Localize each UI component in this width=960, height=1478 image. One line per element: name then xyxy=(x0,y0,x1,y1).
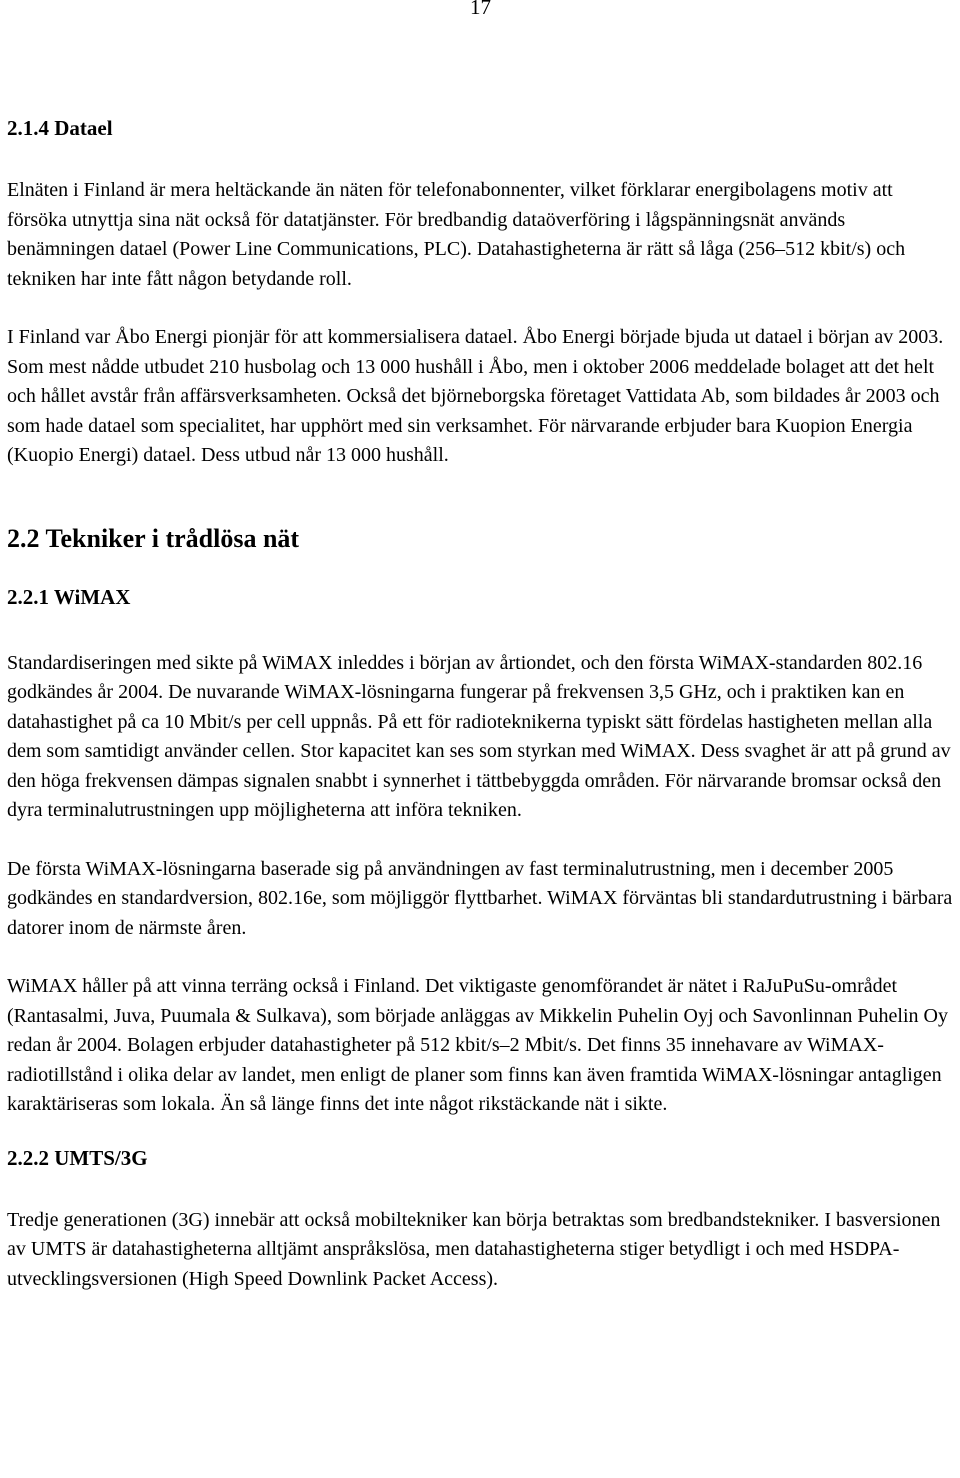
section-heading-wimax: 2.2.1 WiMAX xyxy=(7,584,131,609)
document-content xyxy=(7,108,957,1294)
page-number: 17 xyxy=(470,0,491,19)
paragraph-datael-intro: Elnäten i Finland är mera heltäckande än näten för telefonabonnenter, vilket förklarar energibolagens motiv att försöka utnyttja sina nät också för datatjänster. För bredbandig dataöverföring i lågspänningsnät används benämningen datael (Power Line Communications, PLC). Datahastigheterna är rätt så låga (256–512 kbit/s) och tekniken har inte fått någon betydande roll. xyxy=(7,179,906,290)
section-heading-umts: 2.2.2 UMTS/3G xyxy=(7,1145,148,1170)
paragraph-umts: Tredje generationen (3G) innebär att också mobiltekniker kan börja betraktas som bredbandstekniker. I basversionen av UMTS är datahastigheterna alltjämt anspråkslösa, men datahastigheterna stiger betydligt i och med HSDPA-utvecklingsversionen (High Speed Downlink Packet Access). xyxy=(7,1208,941,1290)
paragraph-wimax-standard: Standardiseringen med sikte på WiMAX inleddes i början av årtiondet, och den första WiMAX-standarden 802.16 godkändes år 2004. De nuvarande WiMAX-lösningarna fungerar på frekvensen 3,5 GHz, och i praktiken kan en datahastighet på ca 10 Mbit/s per cell uppnås. På ett för radioteknikerna typiskt sätt fördelas hastigheten mellan alla dem som samtidigt använder cellen. Stor kapacitet kan ses som styrkan med WiMAX. Dess svaghet är att på grund av den höga frekvensen dämpas signalen snabbt i synnerhet i tättbebyggda områden. För närvarande bromsar också den dyra terminalutrustningen upp möjligheterna att införa tekniken. xyxy=(7,651,951,821)
paragraph-datael-history: I Finland var Åbo Energi pionjär för att kommersialisera datael. Åbo Energi började bjuda ut datael i början av 2003. Som mest nådde utbudet 210 husbolag och 13 000 hushåll i Åbo, men i oktober 2006 meddelade bolaget att det helt och hållet avstår från affärsverksamheten. Också det björneborgska företaget Vattidata Ab, som bildades år 2003 och som hade datael som specialitet, har upphört med sin verksamhet. För närvarande erbjuder bara Kuopion Energia (Kuopio Energi) datael. Dess utbud når 13 000 hushåll. xyxy=(7,326,944,466)
paragraph-wimax-finland: WiMAX håller på att vinna terräng också i Finland. Det viktigaste genomförandet är nätet i RaJuPuSu-området (Rantasalmi, Juva, Puumala & Sulkava), som började anläggas av Mikkelin Puhelin Oyj och Savonlinnan Puhelin Oy redan år 2004. Bolagen erbjuder datahastigheter på 512 kbit/s–2 Mbit/s. Det finns 35 innehavare av WiMAX-radiotillstånd i olika delar av landet, men enligt de planer som finns kan även framtida WiMAX-lösningar antagligen karaktäriseras som lokala. Än så länge finns det inte något rikstäckande nät i sikte. xyxy=(7,975,948,1115)
section-heading-tekniker: 2.2 Tekniker i trådlösa nät xyxy=(7,523,300,553)
paragraph-wimax-mobility: De första WiMAX-lösningarna baserade sig på användningen av fast terminalutrustning, men i december 2005 godkändes en standardversion, 802.16e, som möjliggör flyttbarhet. WiMAX förväntas bli standardutrustning i bärbara datorer inom de närmste åren. xyxy=(7,857,953,939)
section-heading-datael: 2.1.4 Datael xyxy=(7,116,113,140)
